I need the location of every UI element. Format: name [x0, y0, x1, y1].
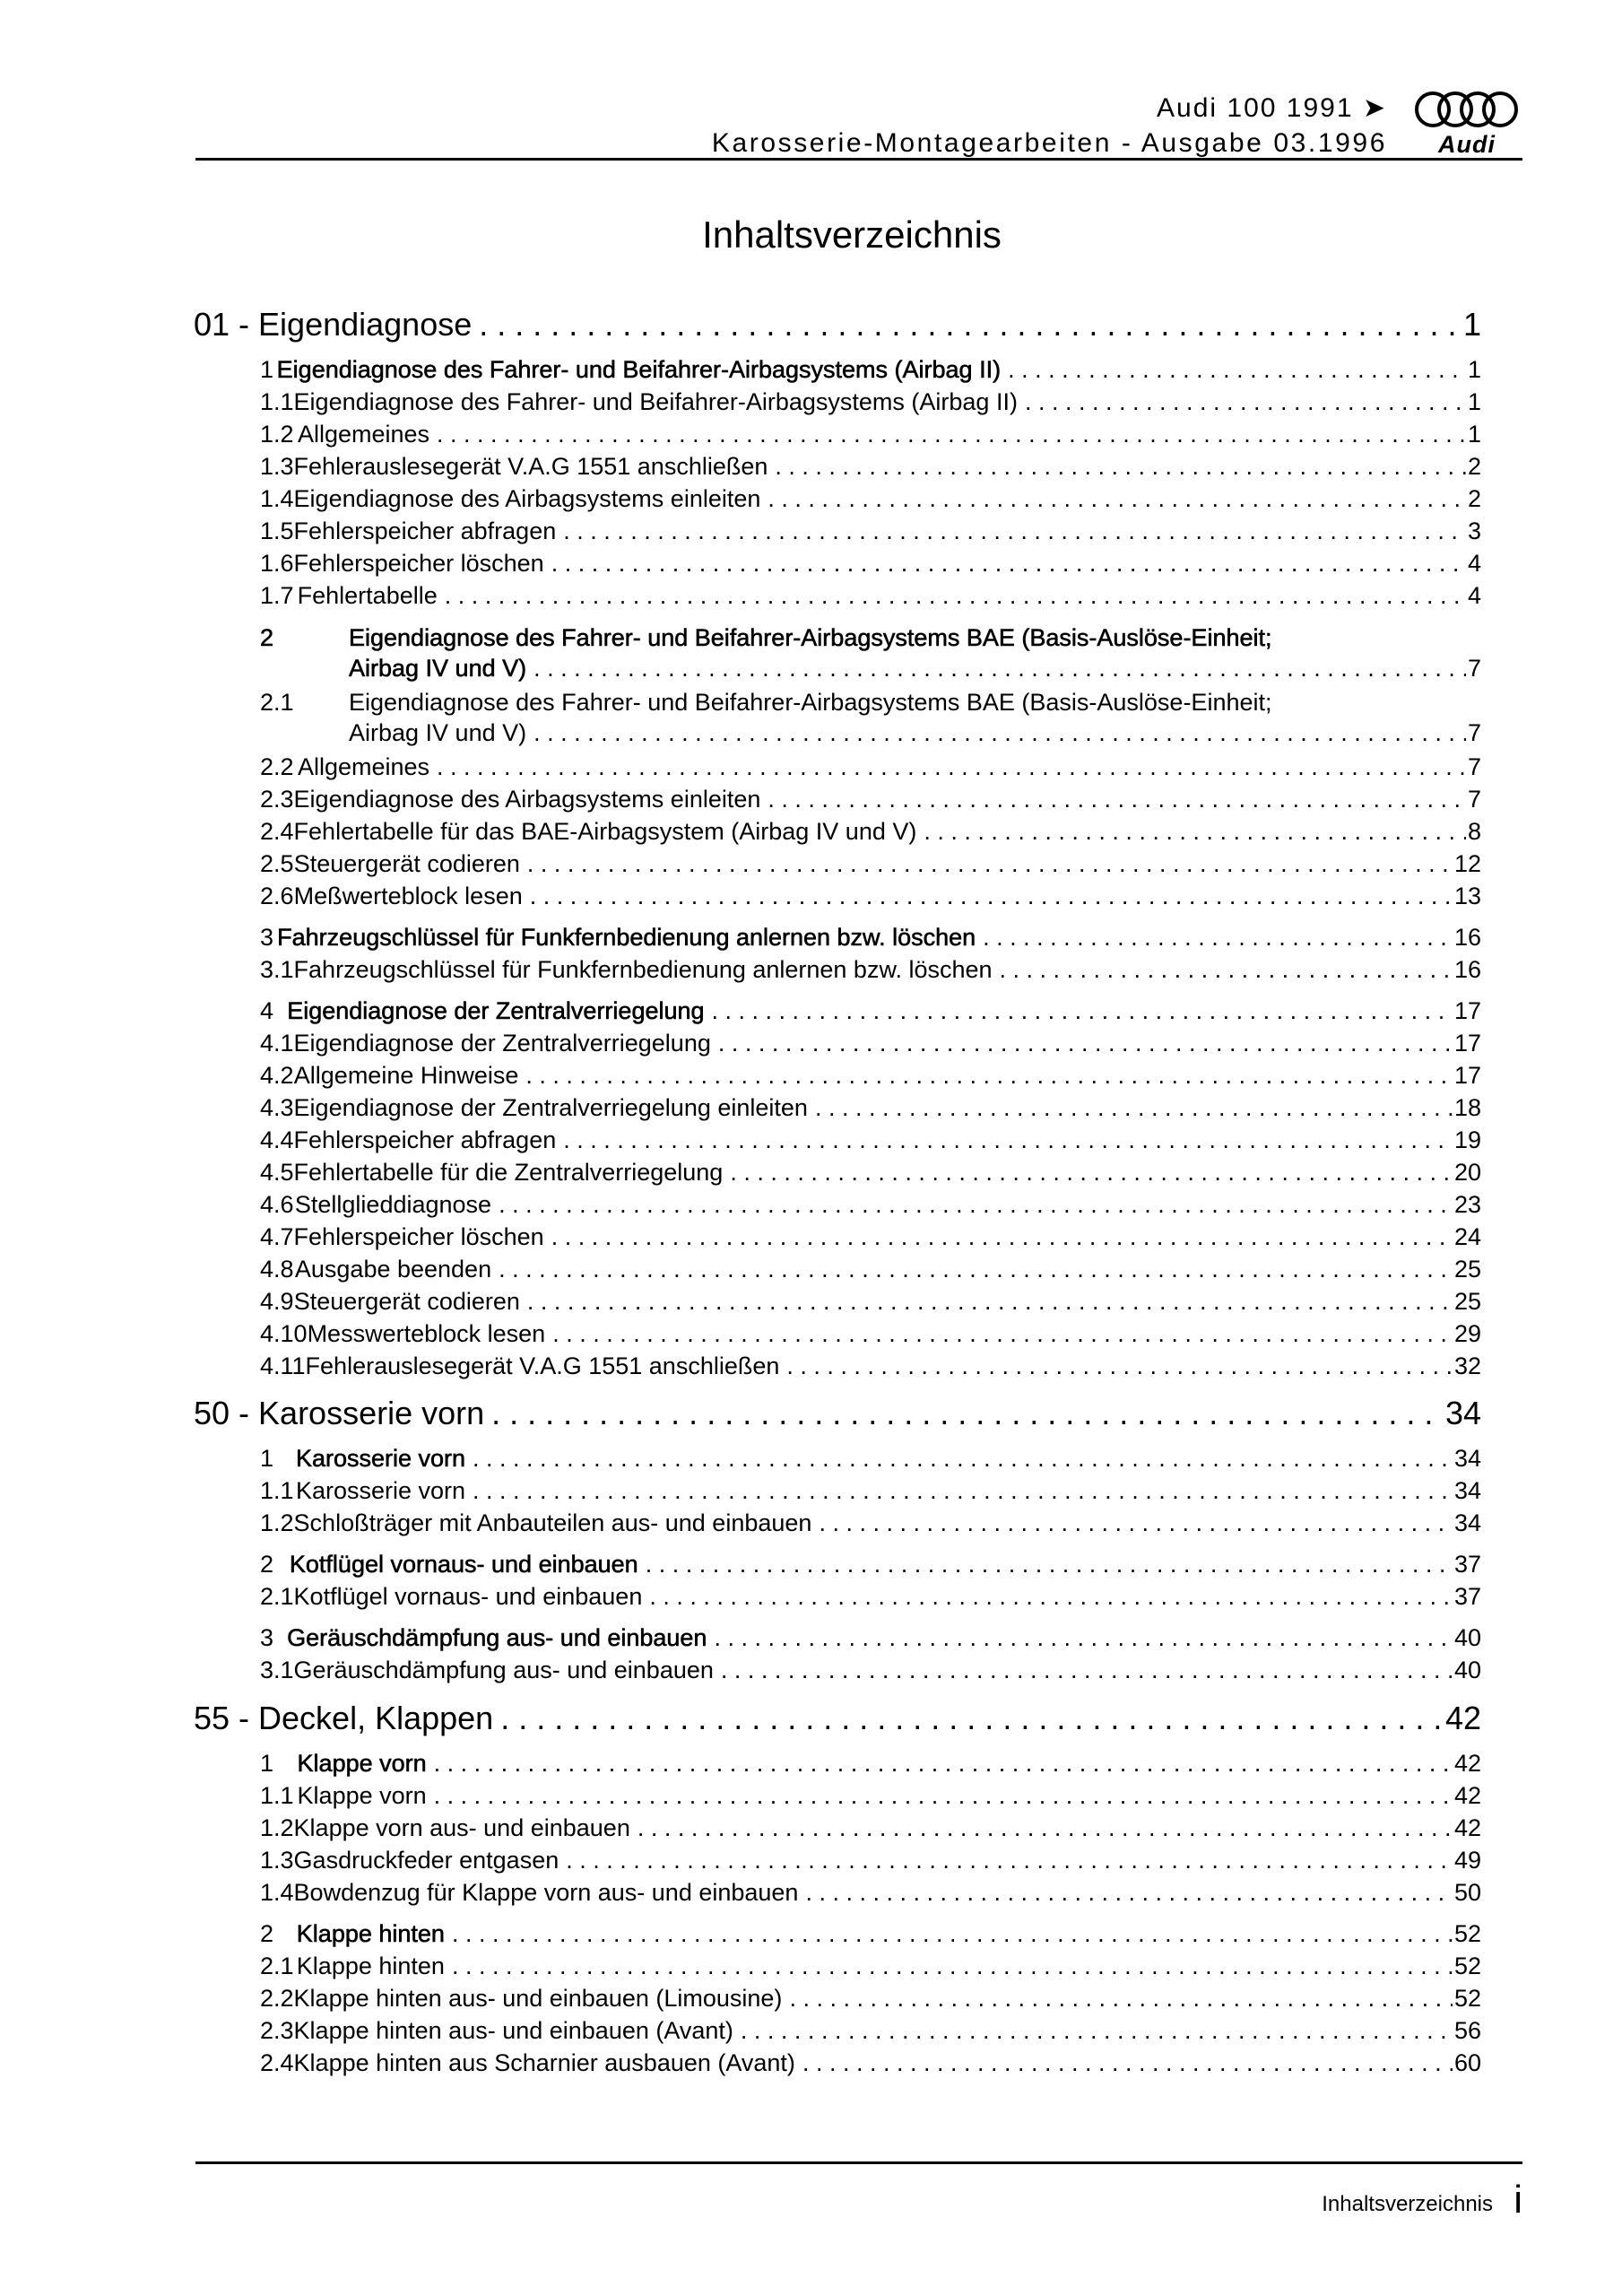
- toc-page-number: 24: [1453, 1223, 1481, 1250]
- toc-page-number: 40: [1453, 1624, 1481, 1651]
- toc-entry[interactable]: [260, 548, 1481, 578]
- toc-entry-number: 1.2: [260, 1814, 294, 1841]
- toc-entry-title: Klappe hinten aus- und einbauen (Avant): [293, 2017, 733, 2044]
- toc-page-number: 16: [1453, 924, 1481, 951]
- toc-entry-number: 3.1: [260, 1657, 294, 1683]
- toc-entry[interactable]: [260, 2015, 1481, 2046]
- toc-entry[interactable]: [260, 1951, 1481, 1981]
- toc-entry-title: Klappe hinten: [296, 1920, 445, 1947]
- toc-entry[interactable]: [260, 816, 1481, 847]
- toc-entry-title: Eigendiagnose der Zentralverriegelung einleiten: [293, 1094, 808, 1121]
- toc-entry-number: 1.4: [260, 1879, 294, 1906]
- toc-page-number: 17: [1453, 997, 1481, 1024]
- toc-entry-number: 3: [260, 1624, 274, 1651]
- toc-entry-title: Fehlertabelle für die Zentralverriegelung: [293, 1159, 724, 1186]
- toc-entry[interactable]: [260, 1286, 1481, 1317]
- toc-entry[interactable]: [260, 1092, 1481, 1123]
- toc-entry-title: Fehlerspeicher löschen: [293, 1223, 544, 1250]
- toc-entry[interactable]: [260, 1918, 1481, 1949]
- toc-page-number: 52: [1453, 1985, 1481, 2012]
- toc-entry-number: 2.3: [260, 2017, 294, 2044]
- toc-page-number: 19: [1453, 1126, 1481, 1153]
- toc-entry-title: Fahrzeugschlüssel für Funkfernbedienung anlernen bzw. löschen: [277, 924, 976, 951]
- toc-page-number: 7: [1467, 655, 1481, 682]
- toc-entry-title-cont: Airbag IV und V): [349, 719, 527, 746]
- toc-entry-number: 1.1: [260, 1782, 294, 1809]
- toc-page-number: 4: [1467, 582, 1481, 609]
- toc-entry-number: 2.4: [260, 818, 294, 845]
- toc-entry-title: Steuergerät codieren: [293, 1288, 520, 1315]
- toc-entry-number: 3: [260, 924, 274, 951]
- toc-entry-number: 3.1: [260, 956, 294, 983]
- header-rule: [195, 158, 1522, 161]
- toc-entry-number: 1.3: [260, 1847, 294, 1874]
- toc-entry-number: 2.2: [260, 1985, 294, 2012]
- toc-entry-number: 1: [260, 1750, 274, 1777]
- toc-entry-title: Eigendiagnose des Airbagsystems einleiten: [293, 485, 761, 512]
- toc-page-number: 42: [1444, 1700, 1481, 1736]
- toc-page-number: 2: [1467, 485, 1481, 512]
- toc-entry-number: 4.6: [260, 1191, 294, 1218]
- toc-entry-number: 2: [260, 1551, 274, 1578]
- toc-entry-title: Karosserie vorn: [295, 1477, 466, 1504]
- toc-page-number: 7: [1467, 753, 1481, 780]
- header-model: Audi 100 1991 ➤: [1157, 93, 1387, 123]
- toc-entry[interactable]: [260, 1189, 1481, 1220]
- toc-entry-title: Allgemeines: [297, 421, 430, 448]
- toc-page-number: 17: [1453, 1062, 1481, 1089]
- toc-entry-number: 4.5: [260, 1159, 294, 1186]
- toc-entry[interactable]: [260, 1581, 1481, 1612]
- toc-entry-title: Fehlerauslesegerät V.A.G 1551 anschließen: [293, 453, 768, 480]
- toc-page-number: 18: [1453, 1094, 1481, 1121]
- toc-entry-title: Klappe hinten aus- und einbauen (Limousine): [293, 1985, 783, 2012]
- toc-page-number: 17: [1453, 1030, 1481, 1057]
- toc-page-number: 1: [1467, 421, 1481, 448]
- toc-entry-title: Fehlerspeicher löschen: [293, 550, 544, 577]
- toc-page-number: 13: [1453, 883, 1481, 909]
- toc-entry-number: 4: [260, 997, 274, 1024]
- footer-label: Inhaltsverzeichnis: [1322, 2192, 1493, 2216]
- toc-page-number: 37: [1453, 1551, 1481, 1578]
- toc-entry-number: 4.9: [260, 1288, 294, 1315]
- toc-page-number: 16: [1453, 956, 1481, 983]
- toc-entry[interactable]: [260, 451, 1481, 482]
- toc-entry-title: Eigendiagnose des Fahrer- und Beifahrer-Airbagsystems BAE (Basis-Auslöse-Einheit;: [349, 624, 1272, 651]
- toc-entry-title: Kotflügel vornaus- und einbauen: [289, 1551, 638, 1578]
- toc-chapter-title: 01 - Eigendiagnose: [194, 306, 473, 343]
- toc-page-number: 32: [1453, 1352, 1481, 1379]
- toc-entry-number: 4.8: [260, 1256, 294, 1283]
- toc-entry-title: Eigendiagnose der Zentralverriegelung: [293, 1030, 711, 1057]
- toc-entry[interactable]: [260, 1318, 1481, 1349]
- toc-entry[interactable]: [260, 881, 1481, 911]
- toc-entry[interactable]: [260, 1125, 1481, 1155]
- page-title: Inhaltsverzeichnis: [702, 213, 1002, 256]
- toc-page-number: 8: [1467, 818, 1481, 845]
- audi-rings-icon: [1411, 90, 1522, 131]
- toc-entry[interactable]: [260, 1475, 1481, 1506]
- toc-entry-number: 2: [260, 624, 274, 651]
- toc-entry-number: 2.5: [260, 850, 294, 877]
- toc-entry[interactable]: [260, 1877, 1481, 1908]
- toc-entry-number: 1.4: [260, 485, 294, 512]
- toc-entry-title: Klappe vorn aus- und einbauen: [293, 1814, 630, 1841]
- header-edition: Karosserie-Montagearbeiten - Ausgabe 03.1996: [711, 128, 1387, 158]
- toc-entry-title: Kotflügel vornaus- und einbauen: [293, 1583, 643, 1610]
- toc-page-number: 34: [1453, 1477, 1481, 1504]
- toc-entry[interactable]: [260, 1655, 1481, 1685]
- toc-entry-number: 1.1: [260, 388, 294, 415]
- toc-page-number: 56: [1453, 2017, 1481, 2044]
- audi-wordmark: Audi: [1438, 131, 1496, 158]
- toc-page-number: 23: [1453, 1191, 1481, 1218]
- toc-entry[interactable]: [260, 752, 1481, 782]
- toc-entry-title: Eigendiagnose der Zentralverriegelung: [287, 997, 705, 1024]
- toc-entry-number: 2.1: [260, 1583, 294, 1610]
- toc-entry[interactable]: [260, 1028, 1481, 1058]
- toc-entry-title-cont: Airbag IV und V): [349, 655, 527, 682]
- toc-entry-title: Geräuschdämpfung aus- und einbauen: [293, 1657, 714, 1683]
- toc-entry-title: Klappe vorn: [297, 1782, 427, 1809]
- toc-entry-number: 4.4: [260, 1126, 294, 1153]
- toc-chapter-01[interactable]: [194, 303, 1481, 346]
- toc-entry-title: Fehlerspeicher abfragen: [293, 517, 557, 544]
- toc-entry[interactable]: [260, 2048, 1481, 2078]
- toc-entry-number: 1: [260, 356, 274, 383]
- toc-entry-title: Stellglieddiagnose: [294, 1191, 492, 1218]
- toc-entry-number: 1.2: [260, 1509, 294, 1536]
- toc-page-number: 7: [1467, 786, 1481, 813]
- toc-entry-title: Steuergerät codieren: [293, 850, 520, 877]
- toc-entry[interactable]: [260, 848, 1481, 879]
- toc-page-number: 4: [1467, 550, 1481, 577]
- toc-entry[interactable]: [260, 419, 1481, 449]
- toc-entry-number: 1.7: [260, 582, 294, 609]
- toc-entry[interactable]: [260, 1254, 1481, 1284]
- toc-entry[interactable]: [260, 1351, 1481, 1381]
- toc-entry-title: Fehlerauslesegerät V.A.G 1551 anschließen: [305, 1352, 780, 1379]
- toc-entry[interactable]: [260, 1508, 1481, 1538]
- toc-page-number: 3: [1467, 517, 1481, 544]
- toc-page-number: 37: [1453, 1583, 1481, 1610]
- toc-page-number: 49: [1453, 1847, 1481, 1874]
- toc-page-number: 60: [1453, 2049, 1481, 2076]
- toc-entry-number: 2.1: [260, 1952, 294, 1979]
- toc-entry-number: 4.10: [260, 1320, 308, 1347]
- toc-entry[interactable]: [260, 1780, 1481, 1811]
- toc-entry-number: 1: [260, 1445, 274, 1472]
- toc-entry-title: Eigendiagnose des Fahrer- und Beifahrer-Airbagsystems (Airbag II): [293, 388, 1018, 415]
- toc-entry-title: Eigendiagnose des Airbagsystems einleiten: [293, 786, 761, 813]
- toc-entry-number: 2.6: [260, 883, 294, 909]
- toc-entry[interactable]: [260, 954, 1481, 985]
- toc-entry-number: 2.3: [260, 786, 294, 813]
- toc-chapter-50[interactable]: [194, 1392, 1481, 1435]
- toc-entry-number: 4.11: [260, 1352, 306, 1379]
- toc-entry-title: Bowdenzug für Klappe vorn aus- und einbauen: [293, 1879, 799, 1906]
- toc-page-number: 52: [1453, 1952, 1481, 1979]
- toc-page-number: 1: [1467, 356, 1481, 383]
- toc-entry[interactable]: [260, 996, 1481, 1026]
- toc-page-number: 42: [1453, 1750, 1481, 1777]
- toc-entry[interactable]: [260, 1060, 1481, 1091]
- toc-entry-number: 1.5: [260, 517, 294, 544]
- toc-entry[interactable]: [260, 387, 1481, 417]
- toc-entry-title: Schloßträger mit Anbauteilen aus- und einbauen: [293, 1509, 812, 1536]
- toc-entry[interactable]: [260, 1813, 1481, 1843]
- toc-page-number: 25: [1453, 1288, 1481, 1315]
- toc-entry-title: Allgemeine Hinweise: [293, 1062, 519, 1089]
- toc-entry[interactable]: [260, 1549, 1481, 1579]
- toc-entry[interactable]: [260, 483, 1481, 514]
- toc-entry[interactable]: [260, 922, 1481, 952]
- toc-entry-number: 4.2: [260, 1062, 294, 1089]
- toc-entry-title: Klappe vorn: [297, 1750, 427, 1777]
- toc-entry-title: Fahrzeugschlüssel für Funkfernbedienung anlernen bzw. löschen: [293, 956, 993, 983]
- toc-entry-number: 1.2: [260, 421, 294, 448]
- toc-entry-number: 1.6: [260, 550, 294, 577]
- toc-entry-number: 4.7: [260, 1223, 294, 1250]
- toc-entry-title: Fehlertabelle: [297, 582, 438, 609]
- toc-entry-number: 4.3: [260, 1094, 294, 1121]
- toc-page-number: 42: [1453, 1814, 1481, 1841]
- toc-page-number: 29: [1453, 1320, 1481, 1347]
- toc-page-number: 20: [1453, 1159, 1481, 1186]
- toc-entry[interactable]: [260, 1748, 1481, 1779]
- toc-entry-title: Klappe hinten aus Scharnier ausbauen (Avant): [293, 2049, 795, 2076]
- toc-entry-title: Ausgabe beenden: [294, 1256, 492, 1283]
- toc-page-number: 25: [1453, 1256, 1481, 1283]
- toc-entry-title: Fehlerspeicher abfragen: [293, 1126, 557, 1153]
- toc-entry-title: Eigendiagnose des Fahrer- und Beifahrer-Airbagsystems BAE (Basis-Auslöse-Einheit;: [349, 689, 1272, 716]
- toc-entry-title: Karosserie vorn: [295, 1445, 466, 1472]
- toc-entry[interactable]: [260, 687, 1481, 748]
- toc-page-number: 2: [1467, 453, 1481, 480]
- toc-entry-number: 2: [260, 1920, 274, 1947]
- toc-entry-title: Messwerteblock lesen: [307, 1320, 546, 1347]
- toc-chapter-55[interactable]: [194, 1697, 1481, 1740]
- toc-entry-title: Klappe hinten: [296, 1952, 445, 1979]
- toc-entry-number: 1.1: [260, 1477, 294, 1504]
- toc-entry-title: Geräuschdämpfung aus- und einbauen: [287, 1624, 707, 1651]
- footer-rule: [195, 2161, 1522, 2164]
- toc-page-number: 50: [1453, 1879, 1481, 1906]
- toc-page-number: 34: [1453, 1509, 1481, 1536]
- toc-page-number: 12: [1453, 850, 1481, 877]
- toc-entry-title: Fehlertabelle für das BAE-Airbagsystem (Airbag IV und V): [293, 818, 917, 845]
- toc-entry-title: Eigendiagnose des Fahrer- und Beifahrer-Airbagsystems (Airbag II): [276, 356, 1002, 383]
- toc-page-number: 34: [1444, 1395, 1481, 1431]
- toc-page-number: 52: [1453, 1920, 1481, 1947]
- toc-entry-number: 4.1: [260, 1030, 294, 1057]
- audi-logo: [1411, 90, 1522, 158]
- toc-chapter-title: 55 - Deckel, Klappen: [194, 1700, 494, 1736]
- toc-page-number: 7: [1467, 719, 1481, 746]
- toc-entry[interactable]: [260, 1845, 1481, 1875]
- toc-entry[interactable]: [260, 1222, 1481, 1252]
- toc-entry[interactable]: [260, 1622, 1481, 1653]
- toc-entry-number: 2.2: [260, 753, 294, 780]
- footer-page-number: i: [1514, 2178, 1522, 2222]
- toc-entry-number: 1.3: [260, 453, 294, 480]
- toc-entry-number: 2.4: [260, 2049, 294, 2076]
- toc-entry[interactable]: [260, 784, 1481, 814]
- toc-page-number: 40: [1453, 1657, 1481, 1683]
- toc-entry[interactable]: [260, 516, 1481, 546]
- toc-page-number: 1: [1467, 388, 1481, 415]
- toc-entry[interactable]: [260, 354, 1481, 385]
- toc-page-number: 42: [1453, 1782, 1481, 1809]
- toc-entry[interactable]: [260, 622, 1481, 683]
- toc-entry[interactable]: [260, 1157, 1481, 1187]
- toc-entry[interactable]: [260, 580, 1481, 611]
- toc-entry[interactable]: [260, 1443, 1481, 1474]
- toc-entry-number: 2.1: [260, 689, 294, 716]
- toc-entry-title: Meßwerteblock lesen: [293, 883, 523, 909]
- toc-entry[interactable]: [260, 1983, 1481, 2013]
- toc-entry-title: Gasdruckfeder entgasen: [293, 1847, 559, 1874]
- toc-page-number: 34: [1453, 1445, 1481, 1472]
- toc-chapter-title: 50 - Karosserie vorn: [194, 1395, 485, 1431]
- toc-page-number: 1: [1462, 306, 1481, 343]
- toc-entry-title: Allgemeines: [297, 753, 430, 780]
